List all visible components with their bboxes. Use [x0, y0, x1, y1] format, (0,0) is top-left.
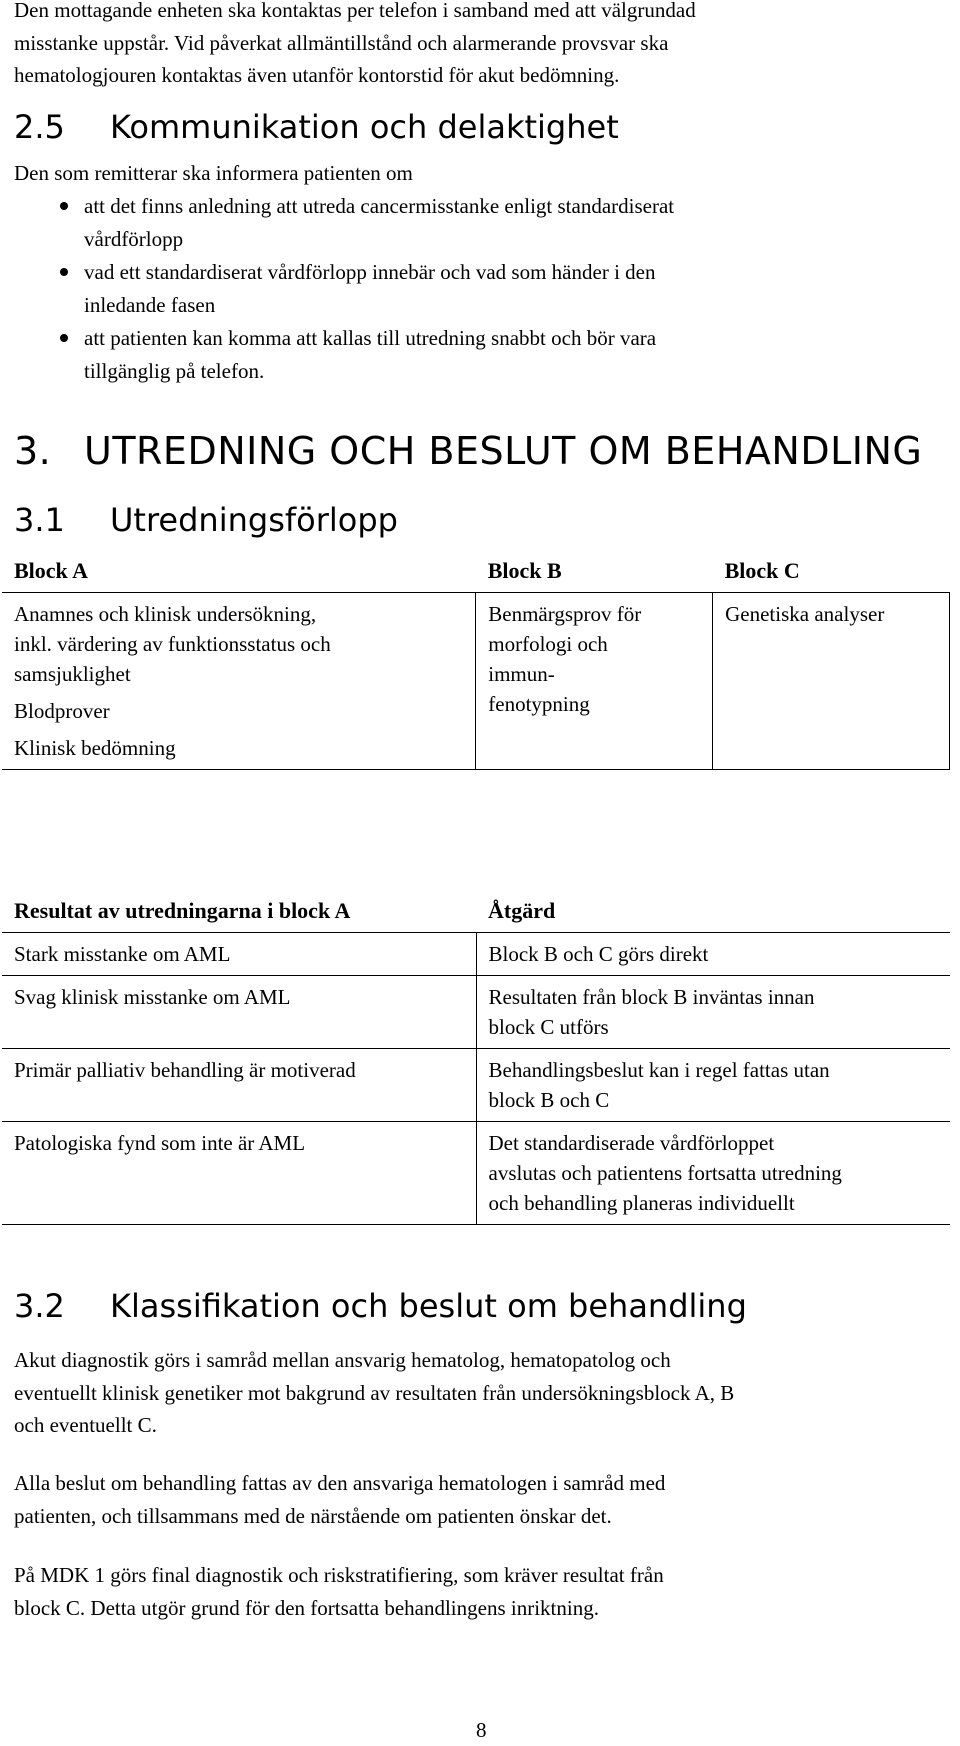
cell-text: block C utförs — [488, 1015, 609, 1039]
cell-text: fenotypning — [488, 692, 590, 716]
header-action: Åtgärd — [476, 888, 950, 933]
cell-text: Blodprover — [14, 699, 110, 723]
block-a-cell — [2, 593, 476, 770]
section-number: 3.2 — [14, 1287, 65, 1325]
section-lead: Den som remitterar ska informera patienten om — [14, 161, 413, 185]
section-heading-3-2 — [14, 1286, 747, 1326]
bullet-icon — [60, 202, 68, 210]
paragraph-line: På MDK 1 görs final diagnostik och riskstratifiering, som kräver resultat från — [14, 1563, 664, 1587]
paragraph-line: och eventuellt C. — [14, 1413, 157, 1437]
section-heading-2-5 — [14, 107, 619, 147]
cell-text: Klinisk bedömning — [14, 736, 176, 760]
intro-line: misstanke uppstår. Vid påverkat allmäntillstånd och alarmerande provsvar ska — [14, 30, 669, 55]
bullet-icon — [60, 268, 68, 276]
paragraph-line: Akut diagnostik görs i samråd mellan ansvarig hematolog, hematopatolog och — [14, 1348, 671, 1372]
bullet-text: inledande fasen — [84, 292, 216, 317]
intro-line: hematologjouren kontaktas även utanför kontorstid för akut bedömning. — [14, 63, 620, 87]
action-cell — [476, 1049, 950, 1122]
bullet-text: vad ett standardiserat vårdförlopp innebär och vad som händer i den — [84, 260, 656, 284]
header-block-a: Block A — [2, 548, 476, 593]
cell-text: immun- — [488, 662, 555, 686]
section-title: Klassifikation och beslut om behandling — [110, 1287, 747, 1325]
paragraph-line: Alla beslut om behandling fattas av den ansvariga hematologen i samråd med — [14, 1471, 666, 1495]
table-row — [2, 1049, 950, 1122]
bullet-list — [0, 190, 930, 388]
section-title: Utredningsförlopp — [110, 501, 398, 539]
section-number: 3.1 — [14, 501, 65, 539]
table-row — [2, 976, 950, 1049]
bullet-icon — [60, 334, 68, 342]
table-row — [2, 1122, 950, 1225]
section-number: 2.5 — [14, 108, 65, 146]
list-item — [0, 322, 930, 387]
action-cell — [476, 976, 950, 1049]
cell-text: block B och C — [488, 1088, 610, 1112]
paragraph — [14, 1559, 954, 1624]
chapter-heading-3 — [14, 428, 922, 474]
block-c-cell — [713, 593, 950, 770]
result-cell: Stark misstanke om AML — [2, 933, 476, 976]
bullet-text: tillgänglig på telefon. — [84, 358, 265, 383]
result-cell: Primär palliativ behandling är motiverad — [2, 1049, 476, 1122]
table-row — [2, 593, 950, 770]
cell-text: Benmärgsprov för — [488, 602, 642, 626]
table-header-row — [2, 548, 950, 593]
header-block-c: Block C — [713, 548, 950, 593]
block-b-cell — [476, 593, 713, 770]
paragraph — [14, 1344, 954, 1442]
cell-text: Anamnes och klinisk undersökning, — [14, 602, 317, 626]
intro-paragraph — [14, 0, 944, 92]
section-title: Kommunikation och delaktighet — [110, 108, 619, 146]
paragraph-line: block C. Detta utgör grund för den fortsatta behandlingens inriktning. — [14, 1595, 599, 1620]
bullet-text: vårdförlopp — [84, 226, 184, 251]
cell-text: samsjuklighet — [14, 662, 131, 686]
page-number: 8 — [476, 1718, 487, 1742]
header-result: Resultat av utredningarna i block A — [2, 888, 476, 933]
paragraph-line: patienten, och tillsammans med de närstående om patienten önskar det. — [14, 1503, 612, 1528]
table-header-row — [2, 888, 950, 933]
paragraph-line: eventuellt klinisk genetiker mot bakgrund av resultaten från undersökningsblock A, B — [14, 1380, 735, 1405]
list-item — [0, 256, 930, 321]
cell-text: morfologi och — [488, 632, 608, 656]
section-heading-3-1 — [14, 500, 398, 540]
header-block-b: Block B — [476, 548, 713, 593]
chapter-number: 3. — [14, 429, 52, 473]
bullet-text: att det finns anledning att utreda cancermisstanke enligt standardiserat — [84, 194, 675, 218]
cell-text: och behandling planeras individuellt — [488, 1191, 795, 1215]
cell-text: avslutas och patientens fortsatta utredning — [488, 1161, 842, 1185]
chapter-title: UTREDNING OCH BESLUT OM BEHANDLING — [84, 429, 923, 473]
action-cell — [476, 1122, 950, 1225]
block-table — [2, 548, 950, 770]
intro-line: Den mottagande enheten ska kontaktas per telefon i samband med att välgrundad — [14, 0, 696, 22]
cell-text: Det standardiserade vårdförloppet — [488, 1131, 775, 1155]
table-row — [2, 933, 950, 976]
bullet-text: att patienten kan komma att kallas till utredning snabbt och bör vara — [84, 326, 657, 350]
result-cell: Svag klinisk misstanke om AML — [2, 976, 476, 1049]
cell-text: inkl. värdering av funktionsstatus och — [14, 632, 331, 656]
action-cell — [476, 933, 950, 976]
result-table — [2, 888, 950, 1225]
cell-text: Behandlingsbeslut kan i regel fattas utan — [488, 1058, 830, 1082]
list-item — [0, 190, 930, 255]
cell-text: Resultaten från block B inväntas innan — [488, 985, 815, 1009]
paragraph — [14, 1467, 954, 1532]
cell-text: Genetiska analyser — [725, 602, 885, 626]
cell-text: Block B och C görs direkt — [488, 942, 709, 966]
result-cell: Patologiska fynd som inte är AML — [2, 1122, 476, 1225]
